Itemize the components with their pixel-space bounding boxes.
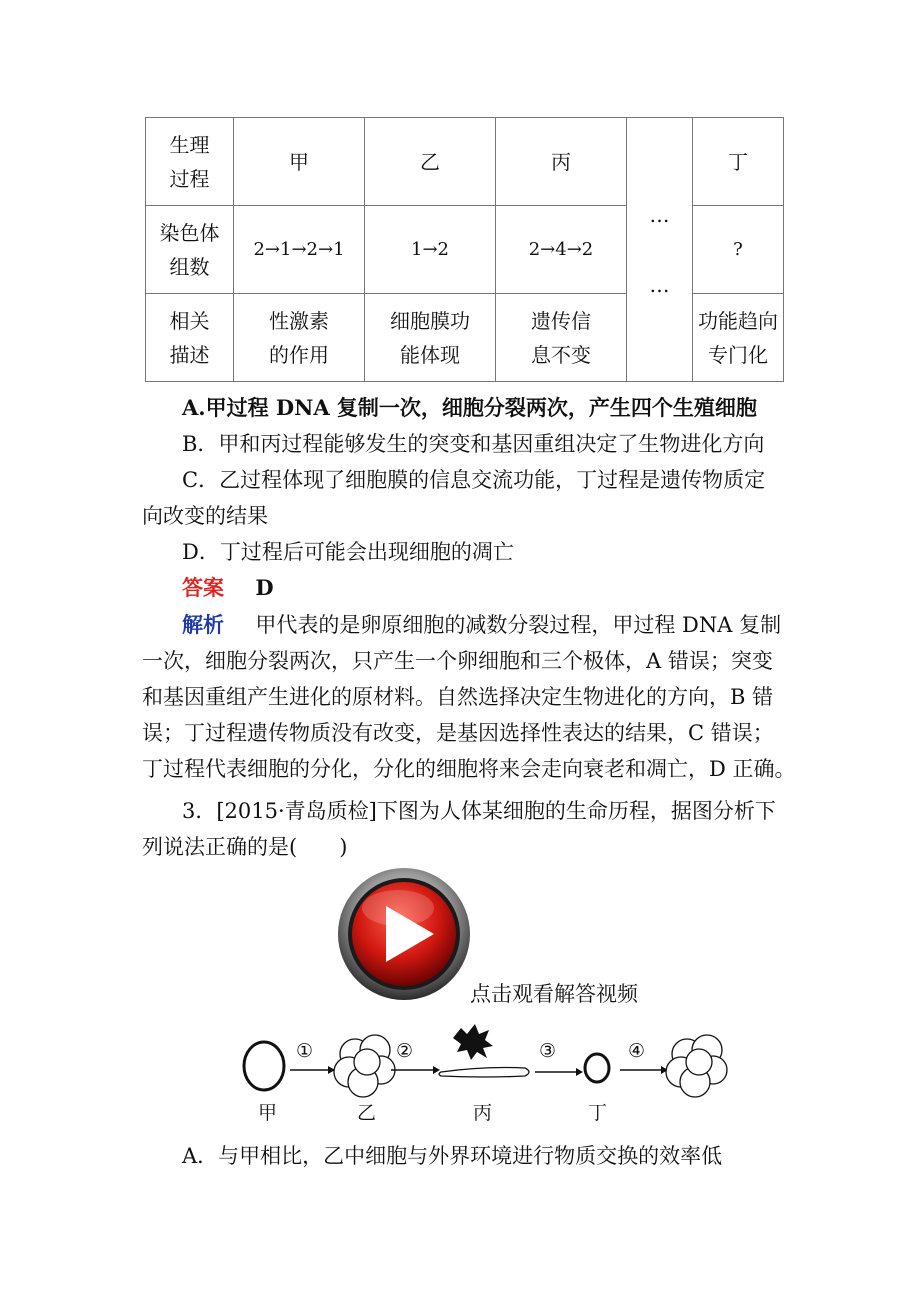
table-cell-ellipsis [627,118,693,382]
cell-neuron [453,1024,493,1060]
table-cell: 丁 [693,118,784,206]
table-cell [146,118,234,206]
analysis-line [142,607,832,643]
table-cell [234,294,365,382]
cell-line: 能体现 [400,342,460,367]
table-cell: 2→4→2 [496,206,627,294]
answer-label: 答案 [182,575,224,600]
step-label: ④ [628,1040,646,1062]
analysis-line: 和基因重组产生进化的原材料。自然选择决定生物进化的方向，B 错 [142,685,774,709]
cell-line: 组数 [169,254,210,279]
table-cell: ? [693,206,784,294]
step-label: ③ [539,1040,557,1062]
table-cell [365,294,496,382]
table-cell [146,206,234,294]
cell-line: 的作用 [269,342,329,367]
cell-line: 息不变 [531,342,591,367]
option-a: A.甲过程 DNA 复制一次，细胞分裂两次，产生四个生殖细胞 [182,395,757,420]
table-cell [693,294,784,382]
play-video-button[interactable] [336,866,472,1002]
answer-line [142,570,832,606]
option-b: B．甲和丙过程能够发生的突变和基因重组决定了生物进化方向 [182,432,765,456]
question-3-cont: 列说法正确的是( ) [142,835,348,859]
analysis-text: 甲代表的是卵原细胞的减数分裂过程，甲过程 DNA 复制 [255,613,782,637]
step-label: ① [296,1040,314,1062]
option-c: C．乙过程体现了细胞膜的信息交流功能，丁过程是遗传物质定 [182,468,766,492]
cell-line: … [649,202,670,227]
cell-muscle [439,1068,529,1078]
cell-line: 相关 [169,308,210,333]
cell-jia [244,1042,284,1090]
cell-cluster-yi [334,1035,395,1097]
table-cell: 2→1→2→1 [234,206,365,294]
table-cell: 乙 [365,118,496,206]
analysis-line: 一次，细胞分裂两次，只产生一个卵细胞和三个极体，A 错误；突变 [142,649,773,673]
table-cell [146,294,234,382]
step-label: ② [396,1040,414,1062]
cell-line: 专门化 [708,342,768,367]
table-cell: 丙 [496,118,627,206]
cell-line: 遗传信 [531,308,591,333]
cell-line: 细胞膜功 [390,308,470,333]
stage-label: 乙 [357,1102,377,1124]
stage-label: 丁 [588,1102,608,1124]
analysis-line: 丁过程代表细胞的分化，分化的细胞将来会走向衰老和凋亡，D 正确。 [142,757,796,781]
table-cell [496,294,627,382]
cell-cluster-final [666,1035,727,1097]
q3-option-a: A．与甲相比，乙中细胞与外界环境进行物质交换的效率低 [182,1144,723,1168]
cell-line: 性激素 [269,308,329,333]
play-icon [336,866,472,1002]
option-c-cont: 向改变的结果 [142,504,268,528]
analysis-line: 误；丁过程遗传物质没有改变，是基因选择性表达的结果，C 错误； [142,721,774,745]
stage-label: 丙 [473,1102,493,1124]
stage-label: 甲 [258,1102,278,1124]
cell-line: … [649,272,670,297]
question-3: 3．[2015·青岛质检]下图为人体某细胞的生命历程，据图分析下 [182,799,776,823]
cell-line: 过程 [169,166,210,191]
video-caption[interactable]: 点击观看解答视频 [470,982,638,1006]
table-cell: 1→2 [365,206,496,294]
cell-line: 功能趋向 [698,308,778,333]
option-d: D．丁过程后可能会出现细胞的凋亡 [182,540,514,564]
table-row [146,118,784,206]
cell-line: 描述 [169,342,210,367]
table-cell: 甲 [234,118,365,206]
analysis-label: 解析 [182,612,224,637]
cell-line: 染色体 [159,220,220,245]
cell-ding [585,1054,609,1082]
answer-value: D [255,575,274,600]
cell-line: 生理 [169,132,210,157]
process-table [145,117,784,382]
